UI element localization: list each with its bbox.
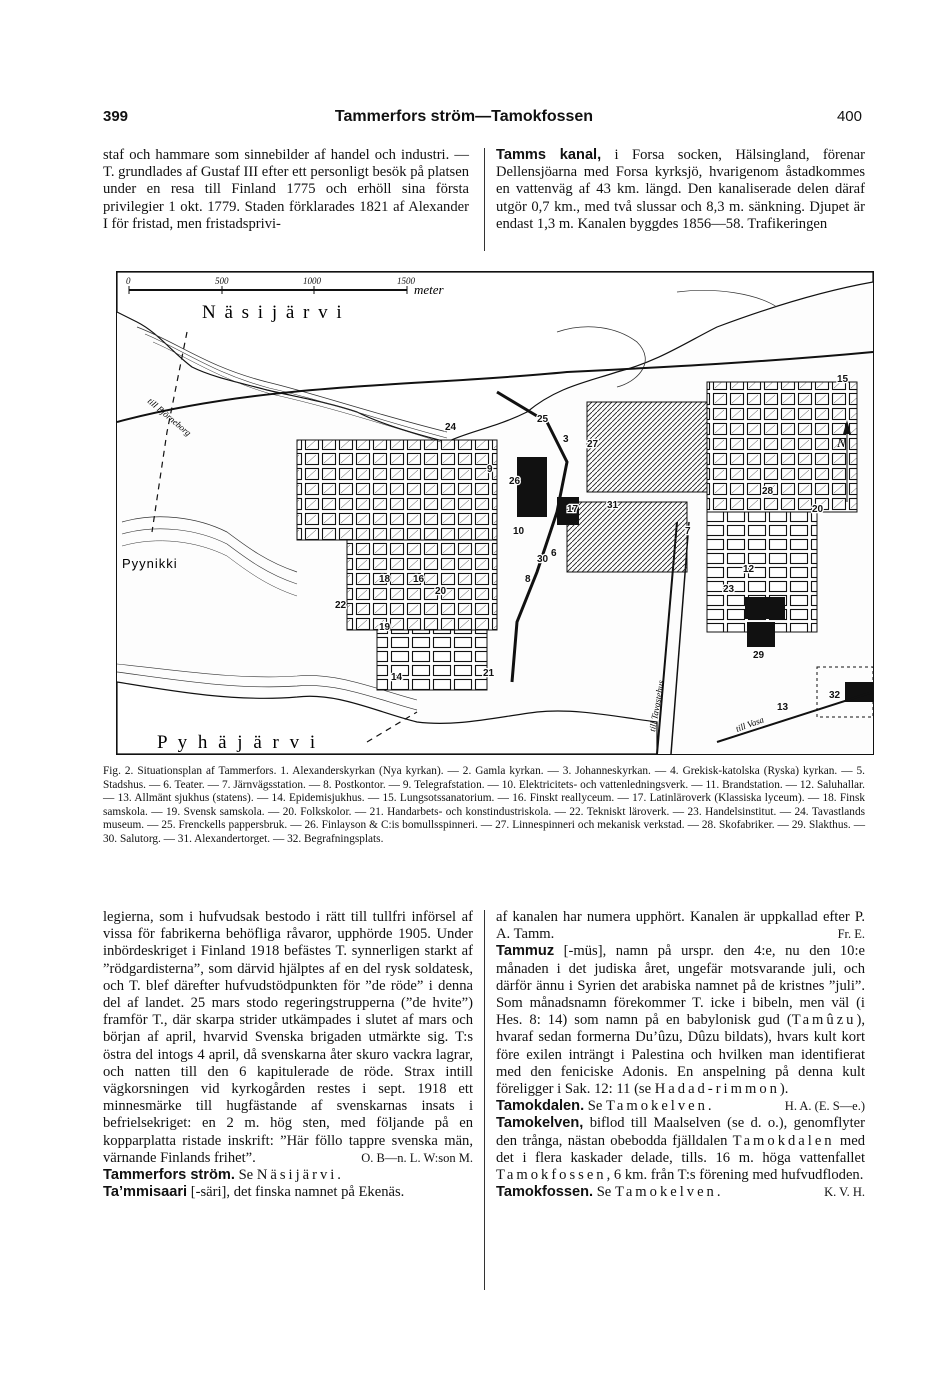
signature: O. B—n. L. W:son M.	[361, 1150, 473, 1165]
cross-reference: Tamokelven.	[614, 1184, 724, 1201]
paragraph: legierna, som i hufvudsak bestodo i rätt till tullfri införsel af vissa för fabrikerna behöfliga råvaror, upphörde 1905. Under inbördeskriget i Finland 1918 befästes T. synnerligen starkt af ”rödgardisterna”, som därvid hjälptes af en del rysk soldatesk, och T. blef därefter hufvudstödpunkten för ”de röde” i denna del af landet. 25 mars stodo regeringstrupperna (”de hvite”) framför T., där skarpa strider utkämpades i slutet af mars och början af april, hvarvid Svenska brigaden utmärkte sig. T:s östra del intogs 4 april, då svenskarna åter skuro vackra lagrar, och natten till den 6 kapitulerade de röde. Strax intill vägkorsningen vid kyrkogården restes i sept. 1918 ett minnesmärke till hugfästande af svenskarnas insats i befrielsekriget: en 2 m. hög sten, med följande på en kopparplatta ristade inskrift: ”Här föllo tappre svenska män, värnande Finlands frihet”. O. B—n. L. W:son M.	[103, 909, 473, 1166]
cross-reference: Tamokelven.	[606, 1098, 715, 1115]
label-pyynikki: Pyynikki	[122, 556, 178, 571]
entry-tammuz: Tammuz [-müs], namn på urspr. den 4:e, nu den 10:e månaden i det judiska året, ungefär motsvarande juli, och därför ännu i Syrien det arabiska namnet på de kristnes ”juli”. Som månadsnamn förekommer T. icke i bibeln, men väl (i Hes. 8: 14) som namn på en babylonisk gud (Tamûzu), hvaraf sedan formerna Du’ûzu, Dûzu bildats), hvars kult kort före exilen inträngt i Palestina och hvilken man identifierat med den feniciske Adonis. En anspelning på denna kult föreligger i Sak. 12: 11 (se Hadad-rimmon). H. A. (E. S—e.)	[496, 943, 865, 1098]
signature: H. A. (E. S—e.)	[784, 1099, 865, 1114]
map-number: 10	[513, 526, 525, 537]
headword: Tamokdalen.	[496, 1098, 585, 1115]
running-title: Tammerfors ström—Tamokfossen	[334, 108, 594, 125]
map-number: 31	[607, 500, 619, 511]
map-number: 3	[563, 434, 569, 445]
map-number: 14	[391, 672, 403, 683]
map-number: 7	[685, 526, 691, 537]
map-number: 6	[551, 548, 557, 559]
north-label: N	[837, 435, 846, 450]
label-road-tavastehus: till Tavastehus	[647, 679, 666, 733]
entry-tamms-kanal: Tamms kanal, i Forsa socken, Hälsingland, förenar Dellensjöarna med Forsa kyrksjö, hvarigenom åstadkommes en vattenväg af 43 km. längd. Den kanaliserade delen däraf utgör 0,7 km., med två slussar och 8,3 m. sänkning. Djupet är endast 1,3 m. Kanalen byggdes 1856—58. Trafikeringen	[496, 147, 865, 232]
scale-tick: 0	[126, 276, 131, 286]
top-left-column	[103, 147, 469, 233]
map-number: 28	[762, 486, 774, 497]
headword: Tammerfors ström.	[103, 1167, 235, 1184]
label-road-vasa: till Vasa	[734, 714, 766, 734]
column-divider-top	[484, 148, 485, 251]
map-number: 9	[487, 464, 493, 475]
page-number-right: 400	[836, 108, 862, 125]
map-drawing	[117, 272, 873, 754]
top-right-column	[496, 147, 865, 233]
map-number: 17	[567, 504, 579, 515]
bottom-right-column	[496, 909, 865, 1201]
scale-unit: meter	[414, 282, 444, 297]
label-nasijarvi: N ä s i j ä r v i	[202, 302, 344, 323]
headword: Tamokfossen.	[496, 1184, 594, 1201]
paragraph: af kanalen har numera upphört. Kanalen är uppkallad efter P. A. Tamm. Fr. E.	[496, 909, 865, 943]
map-number: 12	[743, 564, 755, 575]
map-number: 26	[509, 476, 521, 487]
map-number: 20	[435, 586, 447, 597]
map-number: 27	[587, 439, 599, 450]
map-number: 32	[829, 690, 841, 701]
map-number: 29	[753, 650, 765, 661]
bottom-left-column	[103, 909, 473, 1201]
map-number: 22	[335, 600, 347, 611]
cross-reference: Näsijärvi.	[256, 1167, 344, 1184]
entry-tammisaari: Ta’mmisaari [-säri], det finska namnet på Ekenäs.	[103, 1184, 405, 1201]
map-number: 21	[483, 668, 495, 679]
city-map-figure	[116, 271, 874, 755]
headword: Ta’mmisaari	[103, 1184, 188, 1201]
map-number: 24	[445, 422, 457, 433]
entry-tamokfossen: Tamokfossen. Se Tamokelven.	[496, 1184, 724, 1201]
page-header	[0, 108, 928, 132]
signature: Fr. E.	[837, 927, 865, 942]
scale-tick: 1000	[303, 276, 321, 286]
headword: Tamokelven,	[496, 1115, 584, 1132]
paragraph: staf och hammare som sinnebilder af handel och industri. — T. grundlades af Gustaf III efter ett personligt besök på platsen under en resa till Finland 1775 och erhöll sina första privilegier 1 okt. 1779. Staden förklarades 1821 af Alexander I för fristad, men fristadsprivi-	[103, 147, 469, 232]
entry-tammerfors-strom: Tammerfors ström. Se Näsijärvi.	[103, 1167, 344, 1184]
figure-caption: Fig. 2. Situationsplan af Tammerfors. 1. Alexanderskyrkan (Nya kyrkan). — 2. Gamla kyrkan. — 3. Johanneskyrkan. — 4. Grekisk-katolska (Ryska) kyrkan. — 5. Stadshus. — 6. Teater. — 7. Järnvägsstation. — 8. Postkontor. — 9. Telegrafstation. — 10. Elektricitets- och vattenledningsverk. — 11. Brandstation. — 12. Saluhallar. — 13. Allmänt sjukhus (statens). — 14. Epidemisjukhus. — 15. Lungsotssanatorium. — 16. Finskt reallyceum. — 17. Latinläroverk (Klassiska lyceum). — 18. Finsk samskola. — 19. Svensk samskola. — 20. Folkskolor. — 21. Handarbets- och konstindustriskola. — 22. Tekniskt läroverk. — 23. Handelsinstitut. — 24. Tavastlands museum. — 25. Frenckells pappersbruk. — 26. Finlayson & C:is bomullsspinneri. — 27. Linnespinneri och mekanisk verkstad. — 28. Skofabriker. — 29. Slakthus. — 30. Salutorg. — 31. Alexandertorget. — 32. Begrafningsplats.	[103, 765, 865, 845]
entry-tamokelven: Tamokelven, biflod till Maalselven (se d. o.), genomflyter den trånga, nästan obebodda fjälldalen Tamokdalen med det i flera kaskader delade, tills. 16 m. höga vattenfallet Tamokfossen, 6 km. från T:s förening med hufvudfloden. K. V. H.	[496, 1115, 865, 1184]
entry-tamokdalen: Tamokdalen. Se Tamokelven.	[496, 1098, 715, 1115]
map-number: 18	[379, 574, 391, 585]
map-number: 25	[537, 414, 549, 425]
label-pyhajarvi: P y h ä j ä r v i	[157, 732, 319, 753]
map-number: 13	[777, 702, 789, 713]
tammerkoski-rapids	[497, 392, 567, 682]
map-number: 15	[837, 374, 849, 385]
map-number: 30	[537, 554, 549, 565]
cross-reference: Hadad-rimmon	[654, 1081, 780, 1098]
headword: Tammuz	[496, 943, 555, 960]
scale-tick: 500	[215, 276, 229, 286]
map-number: 23	[723, 584, 735, 595]
signature: K. V. H.	[824, 1185, 865, 1200]
headword: Tamms kanal,	[496, 147, 602, 163]
map-number: 16	[413, 574, 425, 585]
map-number: 19	[379, 622, 391, 633]
map-number: 8	[525, 574, 531, 585]
map-number: 20	[812, 504, 824, 515]
label-road-bjorneborg: till Björneborg	[145, 395, 194, 438]
scale-tick: 1500	[397, 276, 415, 286]
column-divider-bottom	[484, 910, 485, 1290]
page-number-left: 399	[103, 108, 129, 125]
